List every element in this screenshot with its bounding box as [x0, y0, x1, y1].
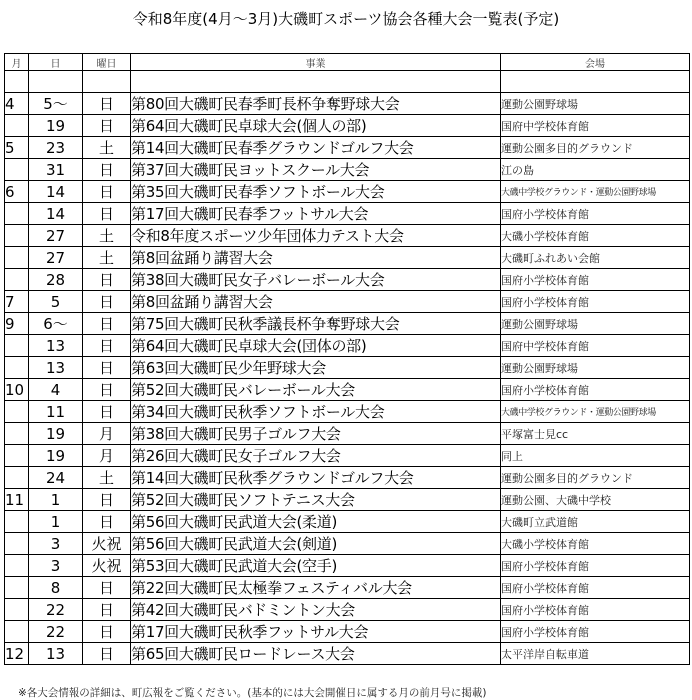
month-cell — [5, 159, 29, 181]
event-cell: 第8回盆踊り講習大会 — [131, 291, 501, 313]
month-cell — [5, 335, 29, 357]
table-row — [5, 555, 690, 577]
month-cell — [5, 599, 29, 621]
venue-cell: 運動公園多目的グラウンド — [501, 137, 690, 159]
venue-cell: 大磯小学校体育館 — [501, 225, 690, 247]
weekday-cell: 月 — [83, 445, 131, 467]
month-cell — [5, 577, 29, 599]
month-cell — [5, 423, 29, 445]
header-event: 事業 — [131, 54, 501, 71]
weekday-cell: 土 — [83, 247, 131, 269]
venue-cell: 大磯中学校グラウンド・運動公園野球場 — [501, 181, 690, 203]
weekday-cell: 日 — [83, 313, 131, 335]
month-cell: 10 — [5, 379, 29, 401]
header-month: 月 — [5, 54, 29, 71]
table-row — [5, 489, 690, 511]
day-cell: 6～ — [29, 313, 83, 335]
weekday-cell: 土 — [83, 137, 131, 159]
table-row — [5, 269, 690, 291]
venue-cell: 国府小学校体育館 — [501, 621, 690, 643]
month-cell — [5, 225, 29, 247]
day-cell: 4 — [29, 379, 83, 401]
weekday-cell: 日 — [83, 599, 131, 621]
event-cell: 第56回大磯町民武道大会(剣道) — [131, 533, 501, 555]
venue-cell: 国府小学校体育館 — [501, 269, 690, 291]
venue-cell: 運動公園野球場 — [501, 313, 690, 335]
table-row — [5, 401, 690, 423]
event-cell: 第75回大磯町民秋季議長杯争奪野球大会 — [131, 313, 501, 335]
page-title: 令和8年度(4月～3月)大磯町スポーツ協会各種大会一覧表(予定) — [132, 10, 560, 28]
month-cell: 12 — [5, 643, 29, 665]
table-row — [5, 357, 690, 379]
event-cell: 第26回大磯町民女子ゴルフ大会 — [131, 445, 501, 467]
table-row — [5, 335, 690, 357]
table-row — [5, 291, 690, 313]
day-cell: 3 — [29, 555, 83, 577]
event-cell: 第52回大磯町民バレーボール大会 — [131, 379, 501, 401]
table-row — [5, 93, 690, 115]
month-cell — [5, 247, 29, 269]
month-cell — [5, 511, 29, 533]
day-cell: 14 — [29, 203, 83, 225]
spacer-row — [5, 71, 690, 93]
day-cell: 3 — [29, 533, 83, 555]
venue-cell: 同上 — [501, 445, 690, 467]
table-row — [5, 511, 690, 533]
weekday-cell: 土 — [83, 467, 131, 489]
day-cell: 5 — [29, 291, 83, 313]
day-cell: 8 — [29, 577, 83, 599]
month-cell — [5, 115, 29, 137]
schedule-table — [4, 53, 690, 665]
venue-cell: 国府中学校体育館 — [501, 115, 690, 137]
day-cell: 14 — [29, 181, 83, 203]
weekday-cell: 火祝 — [83, 533, 131, 555]
venue-cell: 大磯中学校グラウンド・運動公園野球場 — [501, 401, 690, 423]
event-cell: 第17回大磯町民春季フットサル大会 — [131, 203, 501, 225]
weekday-cell: 日 — [83, 401, 131, 423]
header-row — [5, 54, 690, 71]
venue-cell: 大磯小学校体育館 — [501, 533, 690, 555]
header-venue: 会場 — [501, 54, 690, 71]
venue-cell: 運動公園、大磯中学校 — [501, 489, 690, 511]
event-cell: 第34回大磯町民秋季ソフトボール大会 — [131, 401, 501, 423]
venue-cell: 平塚富士見cc — [501, 423, 690, 445]
venue-cell: 運動公園野球場 — [501, 357, 690, 379]
day-cell: 11 — [29, 401, 83, 423]
day-cell: 13 — [29, 357, 83, 379]
weekday-cell: 日 — [83, 181, 131, 203]
event-cell: 第38回大磯町民男子ゴルフ大会 — [131, 423, 501, 445]
month-cell — [5, 555, 29, 577]
venue-cell: 国府小学校体育館 — [501, 555, 690, 577]
event-cell: 第52回大磯町民ソフトテニス大会 — [131, 489, 501, 511]
event-cell: 第35回大磯町民春季ソフトボール大会 — [131, 181, 501, 203]
day-cell: 1 — [29, 511, 83, 533]
weekday-cell: 日 — [83, 577, 131, 599]
month-cell — [5, 203, 29, 225]
weekday-cell: 日 — [83, 93, 131, 115]
event-cell: 第14回大磯町民秋季グラウンドゴルフ大会 — [131, 467, 501, 489]
event-cell: 第37回大磯町民ヨットスクール大会 — [131, 159, 501, 181]
day-cell: 23 — [29, 137, 83, 159]
weekday-cell: 日 — [83, 379, 131, 401]
venue-cell: 大磯町立武道館 — [501, 511, 690, 533]
event-cell: 第65回大磯町民ロードレース大会 — [131, 643, 501, 665]
event-cell: 第53回大磯町民武道大会(空手) — [131, 555, 501, 577]
event-cell: 第63回大磯町民少年野球大会 — [131, 357, 501, 379]
table-row — [5, 159, 690, 181]
table-row — [5, 533, 690, 555]
day-cell: 19 — [29, 423, 83, 445]
day-cell: 22 — [29, 621, 83, 643]
weekday-cell: 火祝 — [83, 555, 131, 577]
month-cell — [5, 357, 29, 379]
table-row — [5, 445, 690, 467]
table-row — [5, 643, 690, 665]
month-cell: 7 — [5, 291, 29, 313]
weekday-cell: 日 — [83, 335, 131, 357]
venue-cell: 大磯町ふれあい会館 — [501, 247, 690, 269]
venue-cell: 国府小学校体育館 — [501, 291, 690, 313]
venue-cell: 運動公園多目的グラウンド — [501, 467, 690, 489]
month-cell — [5, 621, 29, 643]
weekday-cell: 日 — [83, 203, 131, 225]
weekday-cell: 月 — [83, 423, 131, 445]
table-row — [5, 225, 690, 247]
event-cell: 第64回大磯町民卓球大会(個人の部) — [131, 115, 501, 137]
event-cell: 令和8年度スポーツ少年団体力テスト大会 — [131, 225, 501, 247]
weekday-cell: 日 — [83, 291, 131, 313]
header-day: 日 — [29, 54, 83, 71]
venue-cell: 太平洋岸自転車道 — [501, 643, 690, 665]
header-weekday: 曜日 — [83, 54, 131, 71]
weekday-cell: 日 — [83, 269, 131, 291]
weekday-cell: 日 — [83, 643, 131, 665]
month-cell — [5, 401, 29, 423]
day-cell: 31 — [29, 159, 83, 181]
event-cell: 第42回大磯町民バドミントン大会 — [131, 599, 501, 621]
day-cell: 5～ — [29, 93, 83, 115]
month-cell: 9 — [5, 313, 29, 335]
weekday-cell: 日 — [83, 115, 131, 137]
venue-cell: 江の島 — [501, 159, 690, 181]
day-cell: 28 — [29, 269, 83, 291]
day-cell: 1 — [29, 489, 83, 511]
table-row — [5, 467, 690, 489]
day-cell: 22 — [29, 599, 83, 621]
weekday-cell: 日 — [83, 357, 131, 379]
venue-cell: 国府小学校体育館 — [501, 203, 690, 225]
table-row — [5, 621, 690, 643]
table-row — [5, 313, 690, 335]
footnote: ※各大会情報の詳細は、町広報をご覧ください。(基本的には大会開催日に属する月の前月号に掲載) — [18, 687, 487, 699]
venue-cell: 国府小学校体育館 — [501, 599, 690, 621]
month-cell: 4 — [5, 93, 29, 115]
day-cell: 27 — [29, 247, 83, 269]
day-cell: 27 — [29, 225, 83, 247]
event-cell: 第22回大磯町民太極拳フェスティバル大会 — [131, 577, 501, 599]
event-cell: 第56回大磯町民武道大会(柔道) — [131, 511, 501, 533]
table-row — [5, 181, 690, 203]
event-cell: 第64回大磯町民卓球大会(団体の部) — [131, 335, 501, 357]
table-row — [5, 115, 690, 137]
weekday-cell: 日 — [83, 511, 131, 533]
month-cell: 6 — [5, 181, 29, 203]
month-cell: 5 — [5, 137, 29, 159]
table-row — [5, 247, 690, 269]
event-cell: 第8回盆踊り講習大会 — [131, 247, 501, 269]
month-cell — [5, 467, 29, 489]
month-cell — [5, 269, 29, 291]
event-cell: 第17回大磯町民秋季フットサル大会 — [131, 621, 501, 643]
table-row — [5, 379, 690, 401]
event-cell: 第38回大磯町民女子バレーボール大会 — [131, 269, 501, 291]
venue-cell: 国府小学校体育館 — [501, 577, 690, 599]
table-row — [5, 423, 690, 445]
table-row — [5, 137, 690, 159]
day-cell: 13 — [29, 335, 83, 357]
day-cell: 13 — [29, 643, 83, 665]
weekday-cell: 日 — [83, 621, 131, 643]
event-cell: 第14回大磯町民春季グラウンドゴルフ大会 — [131, 137, 501, 159]
day-cell: 24 — [29, 467, 83, 489]
table-row — [5, 203, 690, 225]
weekday-cell: 日 — [83, 489, 131, 511]
table-row — [5, 599, 690, 621]
month-cell: 11 — [5, 489, 29, 511]
table-row — [5, 577, 690, 599]
venue-cell: 国府小学校体育館 — [501, 379, 690, 401]
day-cell: 19 — [29, 115, 83, 137]
weekday-cell: 土 — [83, 225, 131, 247]
venue-cell: 運動公園野球場 — [501, 93, 690, 115]
weekday-cell: 日 — [83, 159, 131, 181]
month-cell — [5, 445, 29, 467]
month-cell — [5, 533, 29, 555]
event-cell: 第80回大磯町民春季町長杯争奪野球大会 — [131, 93, 501, 115]
venue-cell: 国府中学校体育館 — [501, 335, 690, 357]
day-cell: 19 — [29, 445, 83, 467]
